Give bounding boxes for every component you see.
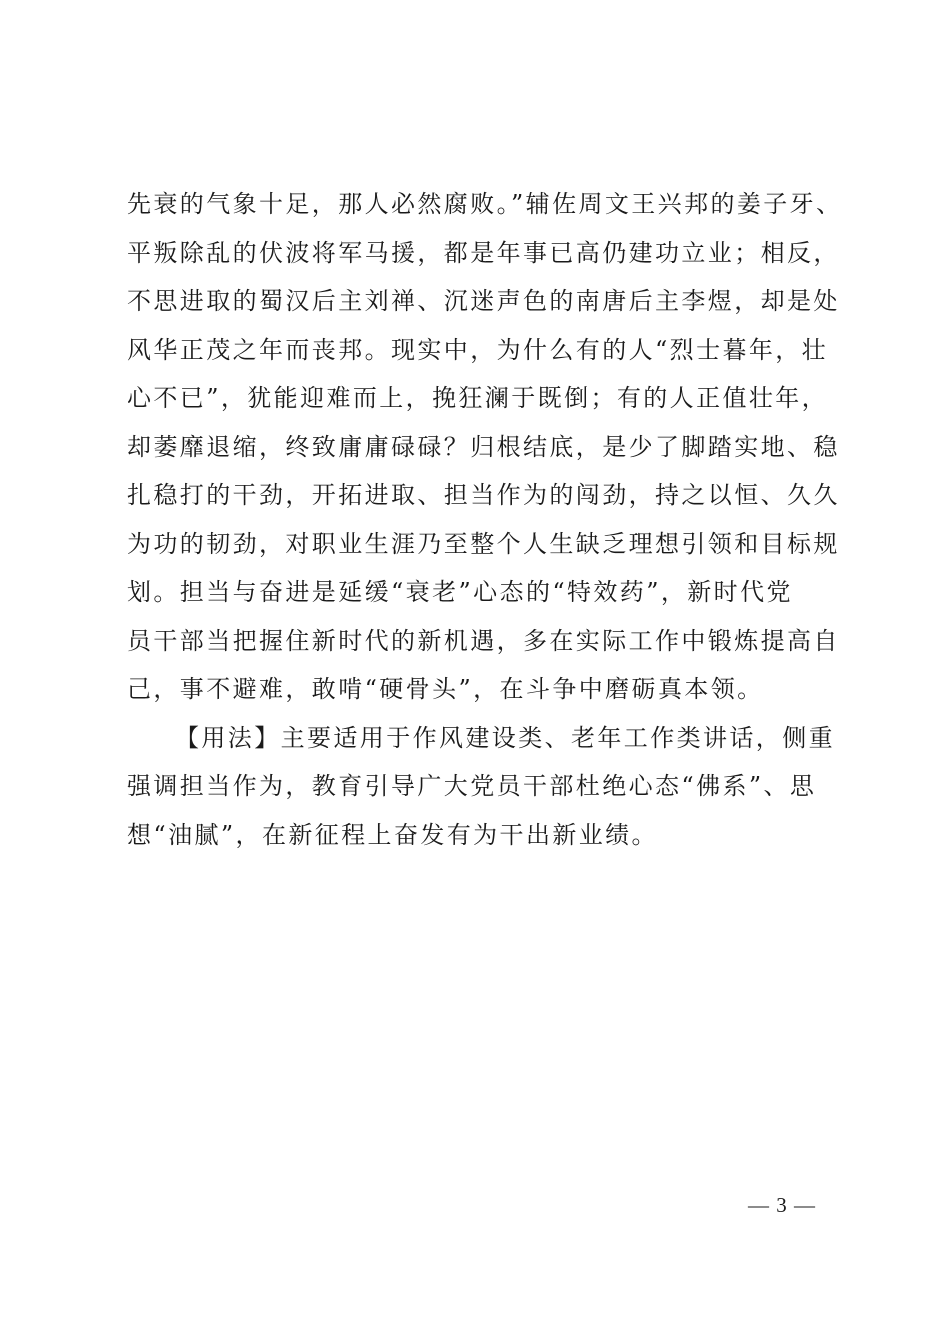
paragraph-usage bbox=[127, 714, 837, 860]
text-line: 风华正茂之年而丧邦。现实中，为什么有的人“烈士暮年，壮 bbox=[127, 335, 829, 364]
text-line: 先衰的气象十足，那人必然腐败。”辅佐周文王兴邦的姜子牙、 bbox=[127, 190, 843, 218]
text-line: 员干部当把握住新时代的新机遇，多在实际工作中锻炼提高自 bbox=[127, 626, 840, 655]
paragraph-continuation bbox=[127, 180, 843, 714]
text-line: 己，事不避难，敢啃“硬骨头”，在斗争中磨砺真本领。 bbox=[127, 675, 764, 703]
text-line: 想“油腻”，在新征程上奋发有为干出新业绩。 bbox=[127, 820, 658, 849]
text-line: 【用法】主要适用于作风建设类、老年工作类讲话，侧重 bbox=[175, 723, 835, 752]
text-line: 平叛除乱的伏波将军马援，都是年事已高仍建功立业；相反， bbox=[127, 238, 840, 267]
text-line: 心不已”，犹能迎难而上，挽狂澜于既倒；有的人正值壮年， bbox=[127, 384, 829, 412]
text-line: 扎稳打的干劲，开拓进取、担当作为的闯劲，持之以恒、久久 bbox=[127, 481, 840, 509]
text-line: 强调担当作为，教育引导广大党员干部杜绝心态“佛系”、思 bbox=[127, 772, 817, 800]
text-line: 不思进取的蜀汉后主刘禅、沉迷声色的南唐后主李煜，却是处 bbox=[127, 287, 840, 315]
page-number: — 3 — bbox=[748, 1193, 816, 1217]
body-text bbox=[127, 180, 843, 859]
text-line: 划。担当与奋进是延缓“衰老”心态的“特效药”，新时代党 bbox=[127, 578, 793, 606]
text-line: 却萎靡退缩，终致庸庸碌碌？归根结底，是少了脚踏实地、稳 bbox=[127, 432, 840, 461]
text-line: 为功的韧劲，对职业生涯乃至整个人生缺乏理想引领和目标规 bbox=[127, 529, 840, 558]
